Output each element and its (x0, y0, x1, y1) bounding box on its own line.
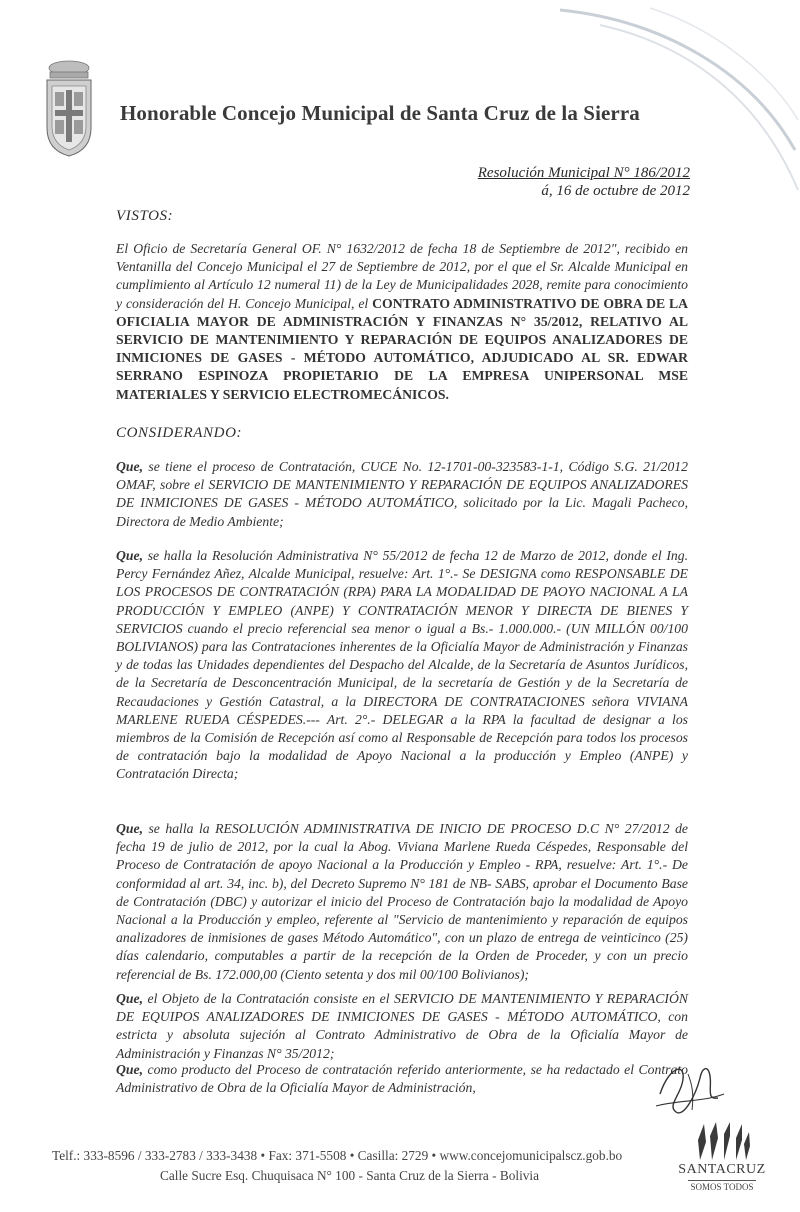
considerando-paragraph-4 (116, 990, 688, 1063)
considerando-paragraph-3 (116, 820, 688, 984)
logo-name: SANTACRUZ (678, 1162, 766, 1177)
footer-address: Calle Sucre Esq. Chuquisaca N° 100 - Santa Cruz de la Sierra - Bolivia (160, 1168, 540, 1183)
considerando-paragraph-5 (116, 1061, 688, 1097)
paragraph-lead: Que, (116, 459, 143, 474)
paragraph-text: el Objeto de la Contratación consiste en el SERVICIO DE MANTENIMIENTO Y REPARACIÓN DE EQUIPOS ANALIZADORES DE INMICIONES DE GASES - MÉTODO AUTOMÁTICO, con estricta y absoluta sujeción al Contrato Administrativo de Obra de la Oficialía Mayor de Administración y Finanzas N° 35/2012; (116, 991, 688, 1061)
paragraph-text: se halla la RESOLUCIÓN ADMINISTRATIVA DE INICIO DE PROCESO D.C N° 27/2012 de fecha 19 de julio de 2012, por la cual la Abog. Viviana Marlene Rueda Céspedes, Responsable del Proceso de Contratación de apoyo Nacional a la Producción y Empleo - RPA, resuelve: Art. 1°.- De conformidad al art. 34, inc. b), del Decreto Supremo N° 181 de NB- SABS, aprobar el Documento Base de Contratación (DBC) y autorizar el inicio del Proceso de Contratación bajo la modalidad de Apoyo Nacional a la Producción y empleo, referente al "Servicio de mantenimiento y reparación de equipos analizadores de inmisiones de gases Método Automático", con un plazo de entrega de veinticinco (25) días calendario, computables a partir de la recepción de la Orden de Proceder, y con un precio referencial de Bs. 172.000,00 (Ciento setenta y dos mil 00/100 Bolivianos); (116, 821, 688, 982)
vistos-heading: VISTOS: (116, 208, 174, 224)
vistos-contract-title: CONTRATO ADMINISTRATIVO DE OBRA DE LA OFICIALIA MAYOR DE ADMINISTRACIÓN Y FINANZAS N° 35/2012, RELATIVO AL SERVICIO DE MANTENIMIENTO Y REPARACIÓN DE EQUIPOS ANALIZADORES DE INMICIONES DE GASES - MÉTODO AUTOMÁTICO, ADJUDICADO AL SR. EDWAR SERRANO ESPINOZA PROPIETARIO DE LA EMPRESA UNIPERSONAL MSE MATERIALES Y SERVICIO ELECTROMECÁNICOS. (116, 295, 689, 402)
paragraph-text: como producto del Proceso de contratación referido anteriormente, se ha redactado el Contrato Administrativo de Obra de la Oficialía Mayor de Administración, (116, 1062, 688, 1096)
people-icon (694, 1120, 750, 1162)
logo-tagline: SOMOS TODOS (688, 1180, 756, 1192)
signature-icon (648, 1054, 728, 1124)
vistos-paragraph (116, 240, 688, 404)
vistos-intro: El Oficio de Secretaría General OF. N° 1632/2012 de fecha 18 de Septiembre de 2012", recibido en Ventanilla del Concejo Municipal el 27 de Septiembre de 2012, por el que el Sr. Alcalde Municipal en cumplimiento al Artículo 12 numeral 11) de la Ley de Municipalidades 2028, remite para conocimiento y consideración del H. Concejo Municipal, el (116, 241, 688, 311)
council-title: Honorable Concejo Municipal de Santa Cruz de la Sierra (120, 101, 640, 125)
considerando-paragraph-2 (116, 547, 688, 784)
considerando-heading: CONSIDERANDO: (116, 425, 243, 441)
paragraph-lead: Que, (116, 1062, 143, 1077)
resolution-number: Resolución Municipal N° 186/2012 (477, 165, 690, 181)
paragraph-lead: Que, (116, 821, 143, 836)
footer-contact: Telf.: 333-8596 / 333-2783 / 333-3438 • Fax: 371-5508 • Casilla: 2729 • www.concejomunicipalscz.gob.bo (52, 1148, 623, 1163)
paragraph-lead: Que, (116, 991, 143, 1006)
paragraph-lead: Que, (116, 548, 143, 563)
resolution-block (478, 164, 690, 200)
paragraph-text: se tiene el proceso de Contratación, CUCE No. 12-1701-00-323583-1-1, Código S.G. 21/2012 OMAF, sobre el SERVICIO DE MANTENIMIENTO Y REPARACIÓN DE EQUIPOS ANALIZADORES DE INMICIONES DE GASES - MÉTODO AUTOMÁTICO, solicitado por la Lic. Magali Pacheco, Directora de Medio Ambiente; (116, 459, 688, 529)
coat-of-arms-icon (44, 58, 94, 158)
santa-cruz-logo (676, 1120, 768, 1194)
paragraph-text: se halla la Resolución Administrativa N° 55/2012 de fecha 12 de Marzo de 2012, donde el Ing. Percy Fernández Añez, Alcalde Municipal, resuelve: Art. 1°.- Se DESIGNA como RESPONSABLE DE LOS PROCESOS DE CONTRATACIÓN (RPA) PARA LA MODALIDAD DE PAOYO NACIONAL A LA PRODUCCIÓN Y EMPLEO (ANPE) Y CONTRATACIÓN MENOR Y DIRECTA DE BIENES Y SERVICIOS cuando el precio referencial sea menor o igual a Bs.- 1.000.000.- (UN MILLÓN 00/100 BOLIVIANOS) para las Contrataciones inherentes de la Oficialía Mayor de Administración y Finanzas y de todas las Unidades dependientes del Despacho del Alcalde, de la Secretaría de Asuntos Jurídicos, de la Secretaría de Desconcentración Municipal, de la secretaría de Gestión y de la Secretaría de Recaudaciones y Gestión Catastral, a la DIRECTORA DE CONTRATACIONES señora VIVIANA MARLENE RUEDA CÉSPEDES.--- Art. 2°.- DELEGAR a la RPA la facultad de designar a los miembros de la Comisión de Recepción así como al Responsable de Recepción para todos los procesos de contratación bajo la modalidad de Apoyo Nacional a la producción y Empleo (ANPE) y Contratación Directa; (116, 548, 688, 782)
resolution-date: á, 16 de octubre de 2012 (541, 183, 690, 199)
considerando-paragraph-1 (116, 458, 688, 531)
